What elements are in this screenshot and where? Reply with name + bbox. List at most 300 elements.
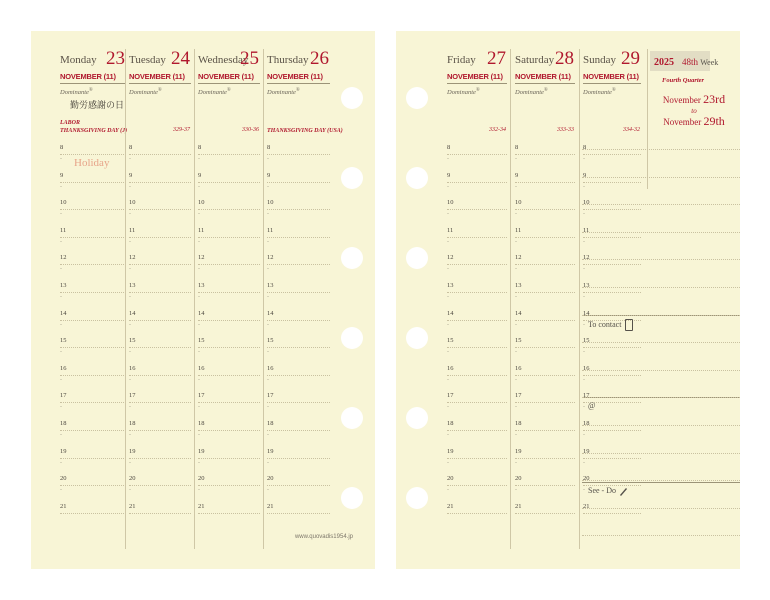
hour-row[interactable] — [198, 280, 260, 293]
half-hour-row[interactable] — [455, 377, 507, 389]
binder-hole — [341, 87, 363, 109]
note-line[interactable] — [582, 370, 740, 371]
hour-label: 18 — [583, 420, 590, 427]
hour-row[interactable] — [129, 501, 191, 514]
day-number: 26 — [310, 48, 329, 69]
month-label: NOVEMBER (11) — [267, 72, 323, 81]
hour-row[interactable] — [267, 280, 330, 293]
hour-row[interactable] — [129, 280, 191, 293]
hour-label: 8 — [267, 144, 271, 151]
half-hour-row[interactable] — [206, 460, 260, 472]
hour-row[interactable] — [447, 252, 507, 265]
half-hour-mark: - — [267, 376, 269, 383]
half-hour-row[interactable] — [206, 487, 260, 499]
half-hour-row[interactable] — [68, 487, 126, 499]
half-hour-mark: - — [447, 349, 449, 356]
half-hour-row[interactable] — [275, 266, 330, 278]
hour-row[interactable] — [447, 308, 507, 321]
half-hour-row[interactable] — [523, 322, 575, 334]
half-hour-row[interactable] — [523, 239, 575, 251]
half-hour-row[interactable] — [275, 184, 330, 196]
half-hour-row[interactable] — [591, 266, 641, 278]
half-hour-row[interactable] — [206, 239, 260, 251]
email-label: @ — [588, 401, 596, 410]
hour-label: 21 — [515, 502, 522, 510]
hour-label: 15 — [515, 337, 522, 345]
month-label: NOVEMBER (11) — [198, 72, 254, 81]
half-hour-row[interactable] — [523, 487, 575, 499]
half-hour-row[interactable] — [455, 460, 507, 472]
hour-row[interactable] — [515, 335, 575, 348]
hour-label: 16 — [515, 364, 522, 372]
half-hour-mark: - — [198, 404, 200, 411]
half-hour-row[interactable] — [137, 239, 191, 251]
hour-label: 16 — [60, 364, 67, 372]
half-hour-row[interactable] — [68, 432, 126, 444]
hour-row[interactable] — [60, 225, 126, 238]
hour-row[interactable] — [267, 418, 330, 431]
half-hour-row[interactable] — [206, 322, 260, 334]
half-hour-mark: - — [447, 459, 449, 466]
hour-row[interactable] — [515, 446, 575, 459]
note-line[interactable] — [582, 287, 740, 288]
hour-row[interactable] — [267, 308, 330, 321]
hour-row[interactable] — [198, 142, 260, 155]
to-contact-label: To contact — [588, 319, 633, 331]
hour-row[interactable] — [129, 418, 191, 431]
half-hour-mark: - — [515, 487, 517, 494]
half-hour-row[interactable] — [68, 294, 126, 306]
left-page — [31, 31, 375, 569]
hour-row[interactable] — [447, 225, 507, 238]
half-hour-row[interactable] — [523, 184, 575, 196]
hour-label: 12 — [267, 254, 274, 262]
half-hour-mark: - — [198, 376, 200, 383]
hour-row[interactable] — [198, 335, 260, 348]
half-hour-row[interactable] — [206, 349, 260, 361]
hour-row[interactable] — [60, 473, 126, 486]
half-hour-mark: - — [60, 183, 62, 190]
hour-row[interactable] — [515, 363, 575, 376]
half-hour-row[interactable] — [206, 404, 260, 416]
note-line[interactable] — [582, 149, 740, 150]
divider — [515, 83, 575, 84]
day-column-saturday — [515, 31, 578, 569]
hour-row[interactable] — [515, 308, 575, 321]
binder-hole — [341, 167, 363, 189]
half-hour-row[interactable] — [68, 184, 126, 196]
hour-label: 11 — [198, 226, 205, 234]
hour-row[interactable] — [129, 363, 191, 376]
hour-label: 8 — [583, 144, 587, 151]
half-hour-row[interactable] — [275, 156, 330, 168]
dominante-label: Dominante® — [447, 88, 480, 97]
hour-row[interactable] — [515, 473, 575, 486]
half-hour-row[interactable] — [455, 239, 507, 251]
hour-row[interactable] — [447, 473, 507, 486]
hour-row[interactable] — [515, 501, 575, 514]
half-hour-row[interactable] — [137, 294, 191, 306]
hour-row[interactable] — [198, 225, 260, 238]
hour-label: 8 — [198, 144, 202, 151]
website-footer: www.quovadis1954.jp — [294, 534, 353, 540]
hour-label: 10 — [447, 199, 454, 207]
half-hour-mark: - — [583, 376, 585, 383]
dominante-label: Dominante® — [583, 88, 616, 97]
hour-label: 18 — [515, 420, 522, 427]
hour-row[interactable] — [60, 308, 126, 321]
hour-row[interactable] — [129, 225, 191, 238]
hour-row[interactable] — [267, 197, 330, 210]
half-hour-row[interactable] — [455, 487, 507, 499]
half-hour-row[interactable] — [206, 184, 260, 196]
half-hour-row[interactable] — [137, 184, 191, 196]
half-hour-row[interactable] — [275, 404, 330, 416]
half-hour-row[interactable] — [591, 294, 641, 306]
half-hour-mark: - — [583, 321, 585, 328]
hour-label: 13 — [447, 282, 454, 289]
hour-row[interactable] — [198, 473, 260, 486]
half-hour-row[interactable] — [137, 377, 191, 389]
note-line[interactable] — [582, 425, 740, 426]
note-line[interactable] — [582, 315, 740, 316]
half-hour-mark: - — [60, 404, 62, 411]
hour-row[interactable] — [198, 252, 260, 265]
half-hour-mark: - — [447, 211, 449, 218]
hour-label: 8 — [129, 144, 133, 151]
half-hour-row[interactable] — [455, 184, 507, 196]
half-hour-mark: - — [447, 404, 449, 411]
half-hour-mark: - — [447, 294, 449, 300]
hour-label: 9 — [515, 171, 519, 179]
half-hour-row[interactable] — [206, 432, 260, 444]
half-hour-row[interactable] — [591, 184, 641, 196]
hour-label: 14 — [198, 309, 205, 317]
half-hour-row[interactable] — [455, 432, 507, 444]
half-hour-mark: - — [129, 183, 131, 190]
hour-row[interactable] — [60, 142, 126, 155]
half-hour-mark: - — [515, 156, 517, 162]
hour-row[interactable] — [198, 170, 260, 183]
half-hour-mark: - — [447, 432, 449, 438]
half-hour-row[interactable] — [523, 156, 575, 168]
note-line[interactable] — [582, 259, 740, 260]
half-hour-row[interactable] — [275, 239, 330, 251]
half-hour-row[interactable] — [206, 294, 260, 306]
divider — [583, 83, 641, 84]
note-line[interactable] — [582, 480, 740, 481]
half-hour-mark: - — [129, 238, 131, 245]
hour-row[interactable] — [129, 142, 191, 155]
hour-row[interactable] — [129, 252, 191, 265]
hour-row[interactable] — [447, 142, 507, 155]
half-hour-row[interactable] — [523, 266, 575, 278]
column-divider — [194, 49, 195, 549]
hour-row[interactable] — [447, 335, 507, 348]
day-number: 25 — [240, 48, 259, 69]
note-line[interactable] — [582, 535, 740, 536]
half-hour-row[interactable] — [206, 211, 260, 223]
note-line[interactable] — [582, 508, 740, 509]
half-hour-row[interactable] — [137, 432, 191, 444]
hour-label: 17 — [198, 392, 205, 400]
half-hour-row[interactable] — [591, 460, 641, 472]
note-line[interactable] — [582, 232, 740, 233]
half-hour-row[interactable] — [455, 156, 507, 168]
half-hour-row[interactable] — [523, 432, 575, 444]
half-hour-row[interactable] — [275, 211, 330, 223]
half-hour-row[interactable] — [591, 211, 641, 223]
half-hour-row[interactable] — [455, 349, 507, 361]
hour-label: 10 — [198, 199, 205, 207]
hour-row[interactable] — [198, 363, 260, 376]
half-hour-mark: - — [267, 321, 269, 328]
hour-label: 19 — [583, 447, 590, 455]
hour-row[interactable] — [60, 363, 126, 376]
half-hour-row[interactable] — [591, 156, 641, 168]
day-of-year: 332-34 — [489, 127, 506, 133]
half-hour-row[interactable] — [275, 377, 330, 389]
half-hour-row[interactable] — [523, 377, 575, 389]
half-hour-mark: - — [515, 432, 517, 438]
half-hour-row[interactable] — [591, 432, 641, 444]
half-hour-row[interactable] — [275, 432, 330, 444]
half-hour-row[interactable] — [523, 211, 575, 223]
half-hour-mark: - — [267, 432, 269, 438]
hour-label: 10 — [129, 199, 136, 207]
hour-row[interactable] — [129, 473, 191, 486]
half-hour-row[interactable] — [591, 404, 641, 416]
half-hour-row[interactable] — [455, 404, 507, 416]
hour-label: 20 — [60, 475, 67, 483]
hour-label: 13 — [60, 282, 67, 289]
hour-row[interactable] — [267, 252, 330, 265]
hour-row[interactable] — [447, 418, 507, 431]
holiday-en: THANKSGIVING DAY (USA) — [267, 128, 343, 134]
half-hour-row[interactable] — [68, 322, 126, 334]
half-hour-row[interactable] — [275, 460, 330, 472]
half-hour-row[interactable] — [275, 487, 330, 499]
hour-row[interactable] — [198, 390, 260, 403]
half-hour-row[interactable] — [68, 211, 126, 223]
hour-row[interactable] — [515, 252, 575, 265]
section-divider — [582, 482, 740, 483]
half-hour-mark: - — [60, 156, 62, 162]
hour-row[interactable] — [447, 446, 507, 459]
half-hour-mark: - — [583, 487, 585, 494]
hour-label: 17 — [129, 392, 136, 400]
hour-row[interactable] — [267, 170, 330, 183]
half-hour-row[interactable] — [275, 322, 330, 334]
quarter-label: Fourth Quarter — [662, 77, 705, 84]
hour-row[interactable] — [60, 390, 126, 403]
half-hour-row[interactable] — [137, 322, 191, 334]
hour-row[interactable] — [129, 308, 191, 321]
note-line[interactable] — [582, 397, 740, 398]
half-hour-mark: - — [447, 238, 449, 245]
day-of-year: 330-36 — [242, 127, 259, 133]
hour-row[interactable] — [129, 446, 191, 459]
date-range: November 23rd to November 29th — [662, 92, 726, 128]
hour-label: 11 — [583, 226, 590, 234]
hour-row[interactable] — [198, 197, 260, 210]
hour-row[interactable] — [60, 280, 126, 293]
half-hour-row[interactable] — [523, 349, 575, 361]
half-hour-row[interactable] — [137, 404, 191, 416]
note-line[interactable] — [582, 204, 740, 205]
hour-row[interactable] — [129, 170, 191, 183]
divider — [198, 83, 260, 84]
half-hour-row[interactable] — [523, 404, 575, 416]
hour-row[interactable] — [60, 501, 126, 514]
hour-row[interactable] — [515, 418, 575, 431]
hour-row[interactable] — [129, 335, 191, 348]
half-hour-mark: - — [583, 404, 585, 411]
dominante-label: Dominante® — [198, 88, 231, 97]
hour-row[interactable] — [515, 142, 575, 155]
hour-label: 12 — [583, 254, 590, 262]
half-hour-row[interactable] — [137, 349, 191, 361]
half-hour-mark: - — [267, 156, 269, 162]
hour-label: 9 — [129, 171, 133, 179]
hour-row[interactable] — [60, 252, 126, 265]
half-hour-row[interactable] — [68, 460, 126, 472]
half-hour-row[interactable] — [137, 487, 191, 499]
half-hour-mark: - — [583, 156, 585, 162]
day-number: 28 — [555, 48, 574, 69]
half-hour-row[interactable] — [455, 322, 507, 334]
half-hour-row[interactable] — [523, 294, 575, 306]
day-column-thursday — [267, 31, 343, 569]
half-hour-row[interactable] — [275, 349, 330, 361]
hour-row[interactable] — [60, 170, 126, 183]
half-hour-row[interactable] — [455, 211, 507, 223]
half-hour-row[interactable] — [591, 377, 641, 389]
hour-row[interactable] — [515, 225, 575, 238]
half-hour-row[interactable] — [591, 349, 641, 361]
hour-row[interactable] — [198, 501, 260, 514]
half-hour-row[interactable] — [68, 156, 126, 168]
day-name: Monday — [60, 54, 97, 66]
half-hour-mark: - — [515, 459, 517, 466]
hour-label: 18 — [198, 420, 205, 427]
hour-row[interactable] — [60, 446, 126, 459]
half-hour-mark: - — [267, 349, 269, 356]
day-number: 24 — [171, 48, 190, 69]
hour-row[interactable] — [129, 390, 191, 403]
half-hour-row[interactable] — [137, 266, 191, 278]
hour-row[interactable] — [267, 363, 330, 376]
half-hour-row[interactable] — [455, 266, 507, 278]
hour-row[interactable] — [60, 418, 126, 431]
year-label: 2025 — [654, 57, 674, 68]
half-hour-mark: - — [515, 349, 517, 356]
hour-row[interactable] — [267, 142, 330, 155]
half-hour-row[interactable] — [455, 294, 507, 306]
half-hour-mark: - — [447, 487, 449, 494]
half-hour-row[interactable] — [137, 211, 191, 223]
hour-row[interactable] — [60, 335, 126, 348]
hour-row[interactable] — [267, 225, 330, 238]
hour-row[interactable] — [447, 197, 507, 210]
note-line[interactable] — [582, 453, 740, 454]
month-label: NOVEMBER (11) — [60, 72, 116, 81]
hour-row[interactable] — [267, 501, 330, 514]
binder-hole — [406, 87, 428, 109]
half-hour-mark: - — [583, 459, 585, 466]
hour-row[interactable] — [515, 170, 575, 183]
half-hour-row[interactable] — [68, 377, 126, 389]
holiday-en: LABOR THANKSGIVING DAY (J) — [60, 120, 128, 134]
day-name: Friday — [447, 54, 476, 66]
half-hour-row[interactable] — [68, 404, 126, 416]
hour-row[interactable] — [267, 446, 330, 459]
hour-row[interactable] — [198, 418, 260, 431]
month-label: NOVEMBER (11) — [515, 72, 571, 81]
note-line[interactable] — [582, 342, 740, 343]
hour-label: 20 — [129, 475, 136, 483]
phone-icon — [625, 319, 633, 331]
hour-row[interactable] — [198, 446, 260, 459]
dominante-label: Dominante® — [267, 88, 300, 97]
half-hour-row[interactable] — [137, 460, 191, 472]
binder-hole — [406, 407, 428, 429]
column-divider — [579, 49, 580, 549]
hour-row[interactable] — [60, 197, 126, 210]
half-hour-row[interactable] — [206, 377, 260, 389]
half-hour-mark: - — [198, 432, 200, 438]
hour-label: 12 — [129, 254, 136, 262]
half-hour-row[interactable] — [68, 349, 126, 361]
note-line[interactable] — [582, 177, 740, 178]
half-hour-mark: - — [198, 183, 200, 190]
half-hour-row[interactable] — [206, 266, 260, 278]
half-hour-row[interactable] — [523, 460, 575, 472]
hour-label: 10 — [60, 199, 67, 207]
hour-label: 12 — [198, 254, 205, 262]
hour-row[interactable] — [267, 335, 330, 348]
half-hour-row[interactable] — [591, 239, 641, 251]
hour-row[interactable] — [515, 197, 575, 210]
half-hour-mark: - — [267, 294, 269, 300]
half-hour-row[interactable] — [137, 156, 191, 168]
half-hour-mark: - — [129, 459, 131, 466]
hour-row[interactable] — [447, 363, 507, 376]
hour-row[interactable] — [447, 390, 507, 403]
hour-row[interactable] — [515, 390, 575, 403]
right-page — [396, 31, 740, 569]
hour-label: 9 — [267, 171, 271, 179]
half-hour-row[interactable] — [68, 266, 126, 278]
hour-row[interactable] — [129, 197, 191, 210]
hour-row[interactable] — [515, 280, 575, 293]
half-hour-row[interactable] — [206, 156, 260, 168]
hour-row[interactable] — [267, 473, 330, 486]
half-hour-row[interactable] — [275, 294, 330, 306]
dominante-label: Dominante® — [515, 88, 548, 97]
hour-label: 18 — [447, 420, 454, 427]
hour-label: 19 — [267, 447, 274, 455]
half-hour-mark: - — [129, 432, 131, 438]
half-hour-row[interactable] — [68, 239, 126, 251]
hour-label: 17 — [447, 392, 454, 400]
hour-row[interactable] — [198, 308, 260, 321]
hour-row[interactable] — [447, 170, 507, 183]
hour-row[interactable] — [447, 280, 507, 293]
hour-row[interactable] — [447, 501, 507, 514]
hour-row[interactable] — [267, 390, 330, 403]
hour-label: 20 — [583, 475, 590, 483]
